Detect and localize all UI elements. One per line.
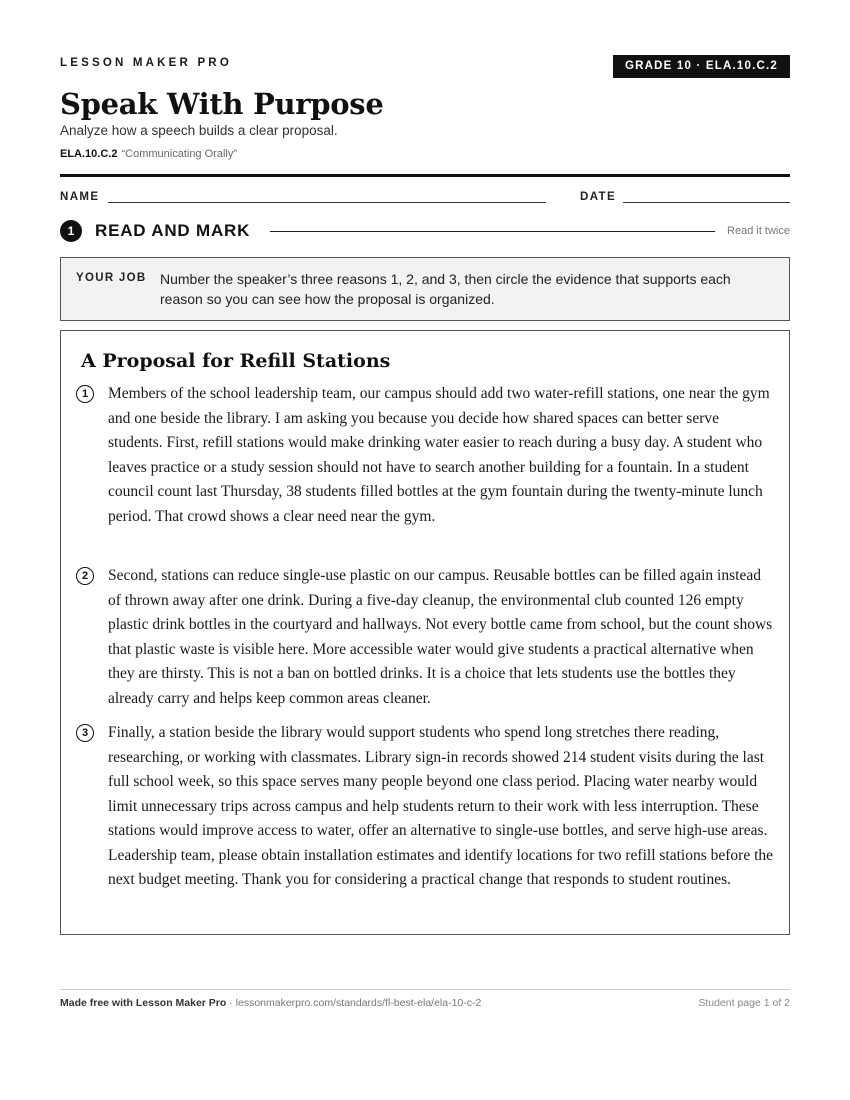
reading-passage: [60, 330, 790, 935]
date-label: DATE: [580, 191, 617, 203]
date-field[interactable]: [623, 202, 790, 203]
page-footer: [60, 989, 790, 1011]
footer-credit: [60, 997, 481, 1010]
standard-reference: [60, 147, 237, 162]
name-date-row: [60, 190, 790, 206]
paragraph-text: Members of the school leadership team, our campus should add two water-refill stations, one near the gym and one beside the library. I am asking you because you decide how shared spaces can better serve students. First, refill stations would make drinking water easier to reach during a busy day. A student who leaves practice or a study session should not have to search another building for a fountain. In a student council count last Thursday, 38 students filled bottles at the gym fountain during the twenty-minute lunch period. That crowd shows a clear need near the gym.: [108, 385, 770, 525]
header-divider: [60, 174, 790, 177]
page-subtitle: Analyze how a speech builds a clear proposal.: [60, 123, 338, 138]
section-header: [60, 220, 790, 242]
worksheet-header: [60, 55, 790, 71]
section-note: Read it twice: [727, 225, 790, 237]
paragraph-number: 3: [76, 724, 94, 742]
paragraph-number: 1: [76, 385, 94, 403]
paragraph-number: 2: [76, 567, 94, 585]
paragraph-text: Finally, a station beside the library would support students who spend long stretches there reading, researching, or working with classmates. Library sign-in records showed 214 student visits during the last full school week, so this space serves many people beyond one class period. Placing water nearby would limit unnecessary trips across campus and help students return to their work with less interruption. These stations would improve access to water, offer an alternative to single-use bottles, and serve high-use areas. Leadership team, please obtain installation estimates and identify locations for two refill stations before the next budget meeting. Thank you for considering a practical change that responds to student routines.: [108, 724, 774, 888]
instructions-label: YOUR JOB: [76, 272, 147, 284]
grade-badge: GRADE 10 · ELA.10.C.2: [613, 55, 790, 78]
section-divider: [270, 231, 715, 232]
instructions-text: Number the speaker’s three reasons 1, 2, and 3, then circle the evidence that supports each reason so you can see how the proposal is organized.: [160, 271, 731, 307]
section-title: READ AND MARK: [95, 221, 251, 240]
name-label: NAME: [60, 191, 100, 203]
brand-name: LESSON MAKER PRO: [60, 57, 232, 69]
footer-url[interactable]: lessonmakerpro.com/standards/fl-best-ela/ela-10-c-2: [235, 997, 482, 1009]
instructions-box: [60, 257, 790, 321]
page-title: Speak With Purpose: [60, 87, 384, 121]
footer-separator: ·: [226, 997, 236, 1009]
standard-name: “Communicating Orally”: [121, 148, 237, 160]
section-number-badge: 1: [60, 220, 82, 242]
paragraph-text: Second, stations can reduce single-use plastic on our campus. Reusable bottles can be filled again instead of thrown away after one drink. During a five-day cleanup, the environmental club counted 126 empty plastic drink bottles in the courtyard and hallways. Not every bottle came from school, but the count shows that plastic waste is visible here. More accessible water would give students a practical alternative when they are thirsty. This is not a ban on bottled drinks. It is a choice that lets students use the bottles they already carry and helps keep common areas cleaner.: [108, 567, 773, 707]
name-field[interactable]: [108, 202, 546, 203]
footer-made-with: Made free with Lesson Maker Pro: [60, 997, 227, 1009]
passage-title: A Proposal for Refill Stations: [81, 350, 391, 372]
page-number: Student page 1 of 2: [698, 997, 790, 1009]
standard-code: ELA.10.C.2: [60, 148, 118, 160]
